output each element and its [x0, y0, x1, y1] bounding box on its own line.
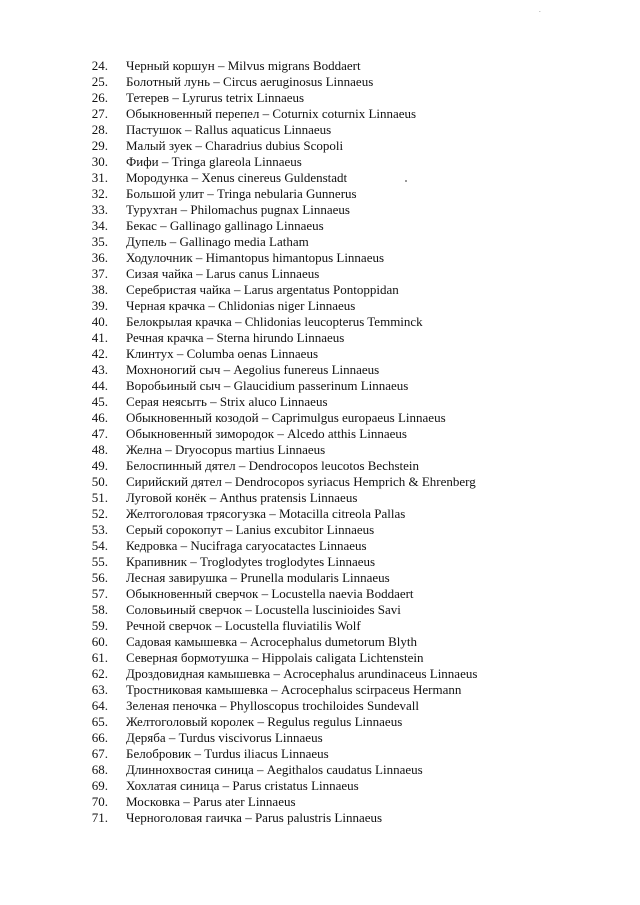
- list-item: [0, 202, 640, 218]
- entry-species-name: Длиннохвостая синица – Aegithalos caudatus Linnaeus: [126, 762, 423, 777]
- entry-number: 63.: [91, 682, 108, 697]
- list-item: [0, 218, 640, 234]
- entry-number: 31.: [91, 170, 108, 185]
- entry-species-name: Белокрылая крачка – Chlidonias leucopterus Temminck: [126, 314, 423, 329]
- entry-number: 67.: [91, 746, 108, 761]
- entry-number: 47.: [91, 426, 108, 441]
- entry-number: 61.: [91, 650, 108, 665]
- entry-number: 54.: [91, 538, 108, 553]
- list-item: [0, 90, 640, 106]
- entry-species-name: Речной сверчок – Locustella fluviatilis Wolf: [126, 618, 361, 633]
- entry-number: 48.: [91, 442, 108, 457]
- entry-number: 69.: [91, 778, 108, 793]
- list-item: [0, 570, 640, 586]
- entry-species-name: Тетерев – Lyrurus tetrix Linnaeus: [126, 90, 305, 105]
- entry-species-name: Сизая чайка – Larus canus Linnaeus: [126, 266, 320, 281]
- entry-number: 51.: [91, 490, 108, 505]
- entry-number: 32.: [91, 186, 108, 201]
- entry-species-name: Серая неясыть – Strix aluco Linnaeus: [126, 394, 328, 409]
- entry-species-name: Белоспинный дятел – Dendrocopos leucotos Bechstein: [126, 458, 420, 473]
- list-item: [0, 170, 640, 186]
- entry-number: 45.: [91, 394, 108, 409]
- list-item: [0, 554, 640, 570]
- entry-species-name: Обыкновенный сверчок – Locustella naevia Boddaert: [126, 586, 414, 601]
- entry-number: 46.: [91, 410, 108, 425]
- entry-number: 44.: [91, 378, 108, 393]
- list-item: [0, 698, 640, 714]
- entry-number: 57.: [91, 586, 108, 601]
- list-item: [0, 682, 640, 698]
- entry-species-name: Обыкновенный козодой – Caprimulgus europaeus Linnaeus: [126, 410, 446, 425]
- entry-number: 64.: [91, 698, 108, 713]
- entry-species-name: Дупель – Gallinago media Latham: [126, 234, 309, 249]
- list-item: [0, 650, 640, 666]
- entry-species-name: Сирийский дятел – Dendrocopos syriacus Hemprich & Ehrenberg: [126, 474, 476, 489]
- list-item: [0, 634, 640, 650]
- entry-species-name: Деряба – Turdus viscivorus Linnaeus: [126, 730, 323, 745]
- list-item: [0, 490, 640, 506]
- entry-species-name: Кедровка – Nucifraga caryocatactes Linnaeus: [126, 538, 367, 553]
- entry-species-name: Воробьиный сыч – Glaucidium passerinum Linnaeus: [126, 378, 409, 393]
- entry-number: 37.: [91, 266, 108, 281]
- entry-species-name: Мородунка – Xenus cinereus Guldenstadt: [126, 170, 348, 185]
- list-item: [0, 762, 640, 778]
- entry-number: 27.: [91, 106, 108, 121]
- entry-number: 29.: [91, 138, 108, 153]
- entry-number: 70.: [91, 794, 108, 809]
- entry-species-name: Обыкновенный зимородок – Alcedo atthis Linnaeus: [126, 426, 407, 441]
- entry-number: 66.: [91, 730, 108, 745]
- entry-species-name: Ходулочник – Himantopus himantopus Linnaeus: [126, 250, 385, 265]
- entry-species-name: Соловьиный сверчок – Locustella luscinioides Savi: [126, 602, 401, 617]
- entry-number: 42.: [91, 346, 108, 361]
- list-item: [0, 586, 640, 602]
- entry-number: 33.: [91, 202, 108, 217]
- entry-species-name: Мохноногий сыч – Aegolius funereus Linnaeus: [126, 362, 380, 377]
- list-item: [0, 282, 640, 298]
- entry-species-name: Дроздовидная камышевка – Acrocephalus arundinaceus Linnaeus: [126, 666, 478, 681]
- entry-species-name: Тростниковая камышевка – Acrocephalus scirpaceus Hermann: [126, 682, 462, 697]
- list-item: [0, 138, 640, 154]
- entry-species-name: Московка – Parus ater Linnaeus: [126, 794, 296, 809]
- list-item: [0, 58, 640, 74]
- entry-number: 60.: [91, 634, 108, 649]
- entry-species-name: Черный коршун – Milvus migrans Boddaert: [126, 58, 361, 73]
- list-item: [0, 666, 640, 682]
- entry-number: 56.: [91, 570, 108, 585]
- entry-number: 43.: [91, 362, 108, 377]
- entry-number: 55.: [91, 554, 108, 569]
- list-item: [0, 314, 640, 330]
- list-item: [0, 458, 640, 474]
- entry-species-name: Лесная завирушка – Prunella modularis Linnaeus: [126, 570, 390, 585]
- list-item: [0, 506, 640, 522]
- list-item: [0, 442, 640, 458]
- list-item: [0, 474, 640, 490]
- list-item: [0, 618, 640, 634]
- entry-number: 68.: [91, 762, 108, 777]
- entry-species-name: Луговой конёк – Anthus pratensis Linnaeus: [126, 490, 358, 505]
- entry-species-name: Пастушок – Rallus aquaticus Linnaeus: [126, 122, 332, 137]
- list-item: [0, 746, 640, 762]
- list-item: [0, 538, 640, 554]
- entry-species-name: Крапивник – Troglodytes troglodytes Linnaeus: [126, 554, 376, 569]
- entry-species-name: Большой улит – Tringa nebularia Gunnerus: [126, 186, 357, 201]
- list-item: [0, 154, 640, 170]
- entry-number: 36.: [91, 250, 108, 265]
- entry-species-name: Зеленая пеночка – Phylloscopus trochiloides Sundevall: [126, 698, 419, 713]
- entry-species-name: Обыкновенный перепел – Coturnix coturnix Linnaeus: [126, 106, 417, 121]
- entry-number: 50.: [91, 474, 108, 489]
- entry-number: 25.: [91, 74, 108, 89]
- list-item: [0, 810, 640, 826]
- entry-species-name: Клинтух – Columba oenas Linnaeus: [126, 346, 318, 361]
- entry-species-name: Хохлатая синица – Parus cristatus Linnaeus: [126, 778, 359, 793]
- entry-number: 39.: [91, 298, 108, 313]
- list-item: [0, 522, 640, 538]
- list-item: [0, 794, 640, 810]
- entry-number: 28.: [91, 122, 108, 137]
- entry-number: 71.: [91, 810, 108, 825]
- entry-number: 38.: [91, 282, 108, 297]
- entry-species-name: Турухтан – Philomachus pugnax Linnaeus: [126, 202, 350, 217]
- entry-species-name: Фифи – Tringa glareola Linnaeus: [126, 154, 302, 169]
- list-item: [0, 378, 640, 394]
- entry-species-name: Серый сорокопут – Lanius excubitor Linnaeus: [126, 522, 375, 537]
- entry-species-name: Малый зуек – Charadrius dubius Scopoli: [126, 138, 344, 153]
- entry-species-name: Желна – Dryocopus martius Linnaeus: [126, 442, 326, 457]
- list-item: [0, 362, 640, 378]
- entry-number: 34.: [91, 218, 108, 233]
- corner-mark: .: [539, 6, 541, 14]
- entry-number: 62.: [91, 666, 108, 681]
- entry-species-name: Белобровик – Turdus iliacus Linnaeus: [126, 746, 329, 761]
- entry-number: 40.: [91, 314, 108, 329]
- entry-species-name: Бекас – Gallinago gallinago Linnaeus: [126, 218, 324, 233]
- list-item: [0, 298, 640, 314]
- list-item: [0, 410, 640, 426]
- entry-number: 53.: [91, 522, 108, 537]
- entry-number: 52.: [91, 506, 108, 521]
- entry-number: 24.: [91, 58, 108, 73]
- entry-species-name: Черноголовая гаичка – Parus palustris Linnaeus: [126, 810, 383, 825]
- entry-number: 26.: [91, 90, 108, 105]
- list-item: [0, 250, 640, 266]
- entry-number: 58.: [91, 602, 108, 617]
- list-item: [0, 730, 640, 746]
- list-item: [0, 394, 640, 410]
- entry-number: 59.: [91, 618, 108, 633]
- list-item: [0, 426, 640, 442]
- entry-species-name: Черная крачка – Chlidonias niger Linnaeus: [126, 298, 356, 313]
- list-item: [0, 778, 640, 794]
- entry-species-name: Желтоголовый королек – Regulus regulus Linnaeus: [126, 714, 403, 729]
- list-item: [0, 602, 640, 618]
- entry-number: 35.: [91, 234, 108, 249]
- entry-number: 41.: [91, 330, 108, 345]
- list-item: [0, 74, 640, 90]
- entry-species-name: Садовая камышевка – Acrocephalus dumetorum Blyth: [126, 634, 417, 649]
- list-item: [0, 186, 640, 202]
- list-item: [0, 714, 640, 730]
- list-item: [0, 234, 640, 250]
- list-item: [0, 106, 640, 122]
- entry-species-name: Желтоголовая трясогузка – Motacilla citreola Pallas: [126, 506, 406, 521]
- entry-number: 65.: [91, 714, 108, 729]
- entry-species-name: Речная крачка – Sterna hirundo Linnaeus: [126, 330, 345, 345]
- list-item: [0, 330, 640, 346]
- species-list: [0, 58, 640, 826]
- entry-number: 30.: [91, 154, 108, 169]
- list-item: [0, 122, 640, 138]
- entry-species-name: Серебристая чайка – Larus argentatus Pontoppidan: [126, 282, 399, 297]
- list-item: [0, 266, 640, 282]
- entry-species-name: Северная бормотушка – Hippolais caligata Lichtenstein: [126, 650, 424, 665]
- list-item: [0, 346, 640, 362]
- entry-species-name: Болотный лунь – Circus aeruginosus Linnaeus: [126, 74, 374, 89]
- entry-number: 49.: [91, 458, 108, 473]
